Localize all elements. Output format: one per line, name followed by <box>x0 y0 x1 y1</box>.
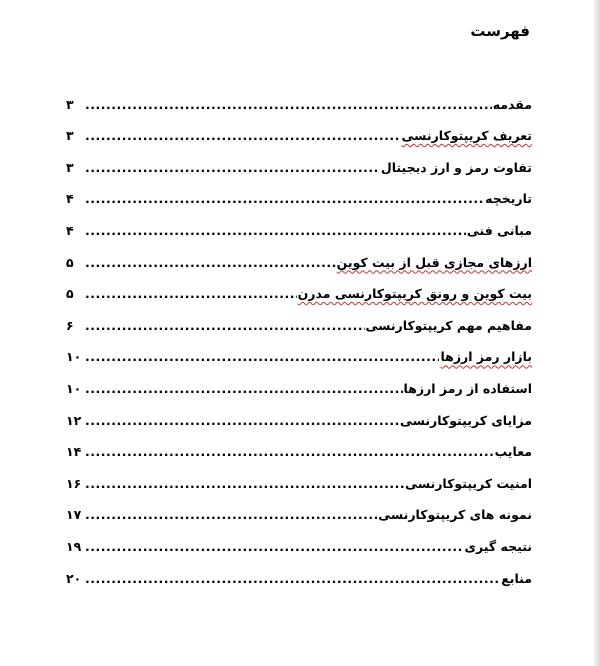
toc-entry-page: ۳ <box>66 128 74 144</box>
toc-entry-key-concepts[interactable] <box>66 301 532 333</box>
toc-entry-page: ۱۰ <box>66 349 82 365</box>
toc-leader-dots <box>85 381 403 396</box>
toc-entry-label: مزایای کریپتوکارنسی <box>400 412 532 428</box>
toc-entry-page: ۶ <box>66 317 74 333</box>
toc-entry-market[interactable] <box>66 333 532 365</box>
toc-entry-label: تعریف کریپتوکارنسی <box>401 128 532 144</box>
toc-entry-virtual-currencies[interactable] <box>66 238 532 270</box>
toc-entry-page: ۱۰ <box>66 380 82 396</box>
toc-leader-dots <box>85 255 336 270</box>
toc-entry-label: ارزهای مجازی قبل از بیت کوین <box>336 254 532 270</box>
toc-entry-page: ۱۲ <box>66 412 82 428</box>
toc-entry-page: ۱۷ <box>66 507 82 523</box>
toc-entry-label: تاریخچه <box>485 191 532 207</box>
toc-leader-dots <box>85 539 464 554</box>
page-edge <box>594 0 600 666</box>
toc-entry-advantages[interactable] <box>66 396 532 428</box>
toc-entry-label: تفاوت رمز و ارز دیجیتال <box>380 159 532 175</box>
toc-entry-difference[interactable] <box>66 143 532 175</box>
toc-entry-disadvantages[interactable] <box>66 428 532 460</box>
toc-entry-label: منابع <box>501 570 532 586</box>
toc-entry-history[interactable] <box>66 175 532 207</box>
table-of-contents <box>66 80 532 586</box>
toc-title: فهرست <box>470 22 530 40</box>
toc-entry-technical-basics[interactable] <box>66 206 532 238</box>
toc-entry-page: ۵ <box>66 254 74 270</box>
toc-entry-label: امنیت کریپتوکارنسی <box>405 475 532 491</box>
toc-entry-security[interactable] <box>66 459 532 491</box>
toc-entry-label: مبانی فنی <box>466 222 532 238</box>
toc-leader-dots <box>85 349 439 364</box>
toc-leader-dots <box>85 476 404 491</box>
toc-entry-page: ۳ <box>66 159 74 175</box>
toc-entry-page: ۱۴ <box>66 444 82 460</box>
toc-leader-dots <box>85 286 297 301</box>
toc-entry-examples[interactable] <box>66 491 532 523</box>
toc-entry-page: ۱۶ <box>66 475 82 491</box>
toc-leader-dots <box>85 444 494 459</box>
toc-leader-dots <box>85 413 399 428</box>
toc-leader-dots <box>85 128 401 143</box>
toc-leader-dots <box>85 191 484 206</box>
toc-entry-label: بیت کوین و رونق کریپتوکارنسی مدرن <box>297 286 532 302</box>
toc-entry-references[interactable] <box>66 554 532 586</box>
toc-entry-page: ۳ <box>66 96 74 112</box>
toc-entry-label: نمونه های کریپتوکارنسی <box>378 507 532 523</box>
toc-entry-label: نتیجه گیری <box>464 538 532 554</box>
toc-leader-dots <box>85 318 365 333</box>
toc-entry-label: استفاده از رمز ارزها <box>403 380 532 396</box>
toc-leader-dots <box>85 507 377 522</box>
toc-entry-page: ۴ <box>66 222 74 238</box>
toc-entry-definition[interactable] <box>66 112 532 144</box>
toc-entry-label: مفاهیم مهم کریپتوکارنسی <box>365 317 532 333</box>
toc-entry-conclusion[interactable] <box>66 522 532 554</box>
toc-entry-page: ۲۰ <box>66 570 82 586</box>
toc-entry-usage[interactable] <box>66 364 532 396</box>
toc-leader-dots <box>85 571 500 586</box>
toc-entry-label: معایب <box>494 444 532 460</box>
toc-entry-bitcoin[interactable] <box>66 270 532 302</box>
toc-leader-dots <box>85 223 466 238</box>
toc-entry-page: ۱۹ <box>66 538 82 554</box>
toc-entry-page: ۴ <box>66 191 74 207</box>
toc-entry-label: مقدمه <box>492 96 532 112</box>
toc-entry-label: بازار رمز ارزها <box>440 349 532 365</box>
toc-leader-dots <box>85 160 380 175</box>
toc-entry-page: ۵ <box>66 286 74 302</box>
toc-entry-introduction[interactable] <box>66 80 532 112</box>
toc-leader-dots <box>85 97 492 112</box>
